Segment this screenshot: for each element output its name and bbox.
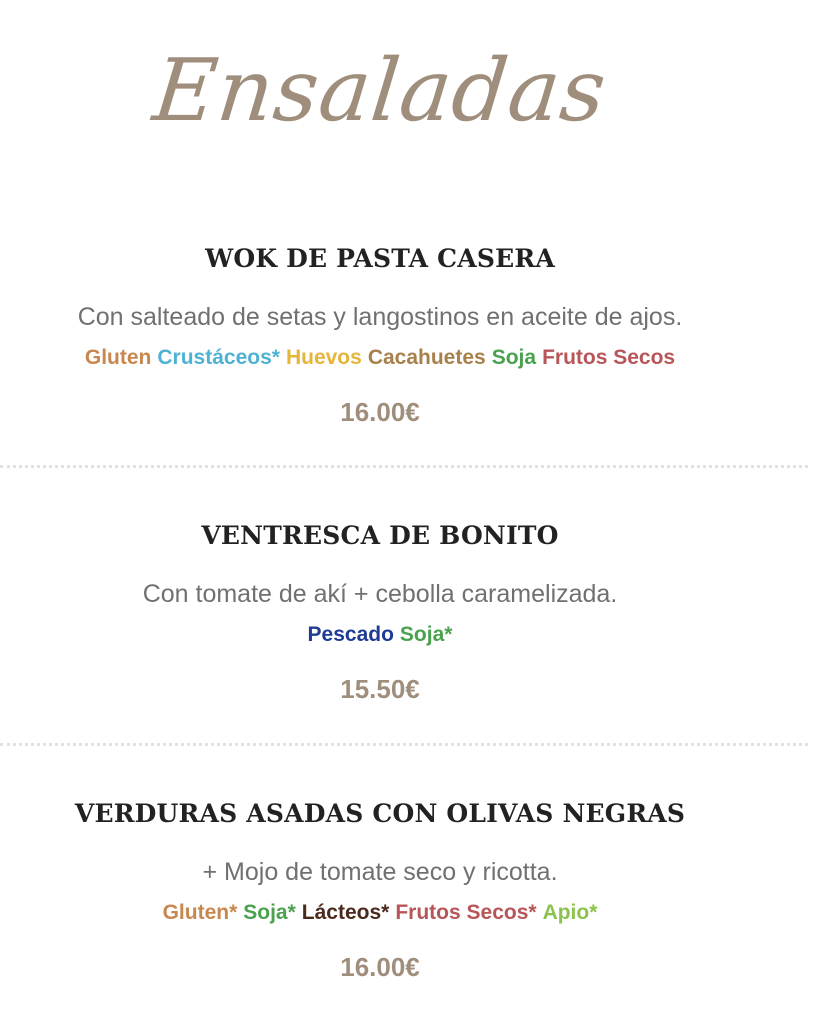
allergen-label: Lácteos* xyxy=(301,901,390,924)
allergen-label: Soja* xyxy=(399,623,453,646)
dish-description: Con salteado de setas y langostinos en aceite de ajos. xyxy=(77,303,683,331)
menu-item-verduras-asadas xyxy=(0,797,760,983)
allergen-label: Gluten* xyxy=(162,901,238,924)
dish-description: + Mojo de tomate seco y ricotta. xyxy=(202,858,558,886)
allergen-label: Huevos xyxy=(285,346,362,369)
menu-item-ventresca-de-bonito xyxy=(0,519,760,705)
allergen-list xyxy=(0,899,760,927)
allergen-label: Crustáceos* xyxy=(157,346,280,369)
section-title: Ensaladas xyxy=(148,41,612,141)
dish-price: 15.50€ xyxy=(340,674,420,704)
dish-price: 16.00€ xyxy=(340,397,420,427)
allergen-label: Pescado xyxy=(307,623,394,646)
dotted-divider xyxy=(0,465,808,468)
dish-price: 16.00€ xyxy=(340,952,420,982)
allergen-label: Cacahuetes xyxy=(367,346,486,369)
allergen-list xyxy=(0,344,760,372)
menu-item-wok-de-pasta-casera xyxy=(0,242,760,428)
allergen-label: Apio* xyxy=(542,901,598,924)
allergen-label: Gluten xyxy=(84,346,152,369)
dish-name: WOK DE PASTA CASERA xyxy=(205,244,555,273)
dish-description: Con tomate de akí + cebolla caramelizada. xyxy=(142,580,618,608)
allergen-label: Soja* xyxy=(243,901,296,924)
allergen-label: Soja xyxy=(491,346,537,369)
dish-name: VENTRESCA DE BONITO xyxy=(201,521,559,550)
dish-name: VERDURAS ASADAS CON OLIVAS NEGRAS xyxy=(74,799,686,828)
allergen-label: Frutos Secos xyxy=(542,346,676,369)
allergen-list xyxy=(0,621,760,649)
allergen-label: Frutos Secos* xyxy=(395,901,537,924)
dotted-divider xyxy=(0,743,808,746)
